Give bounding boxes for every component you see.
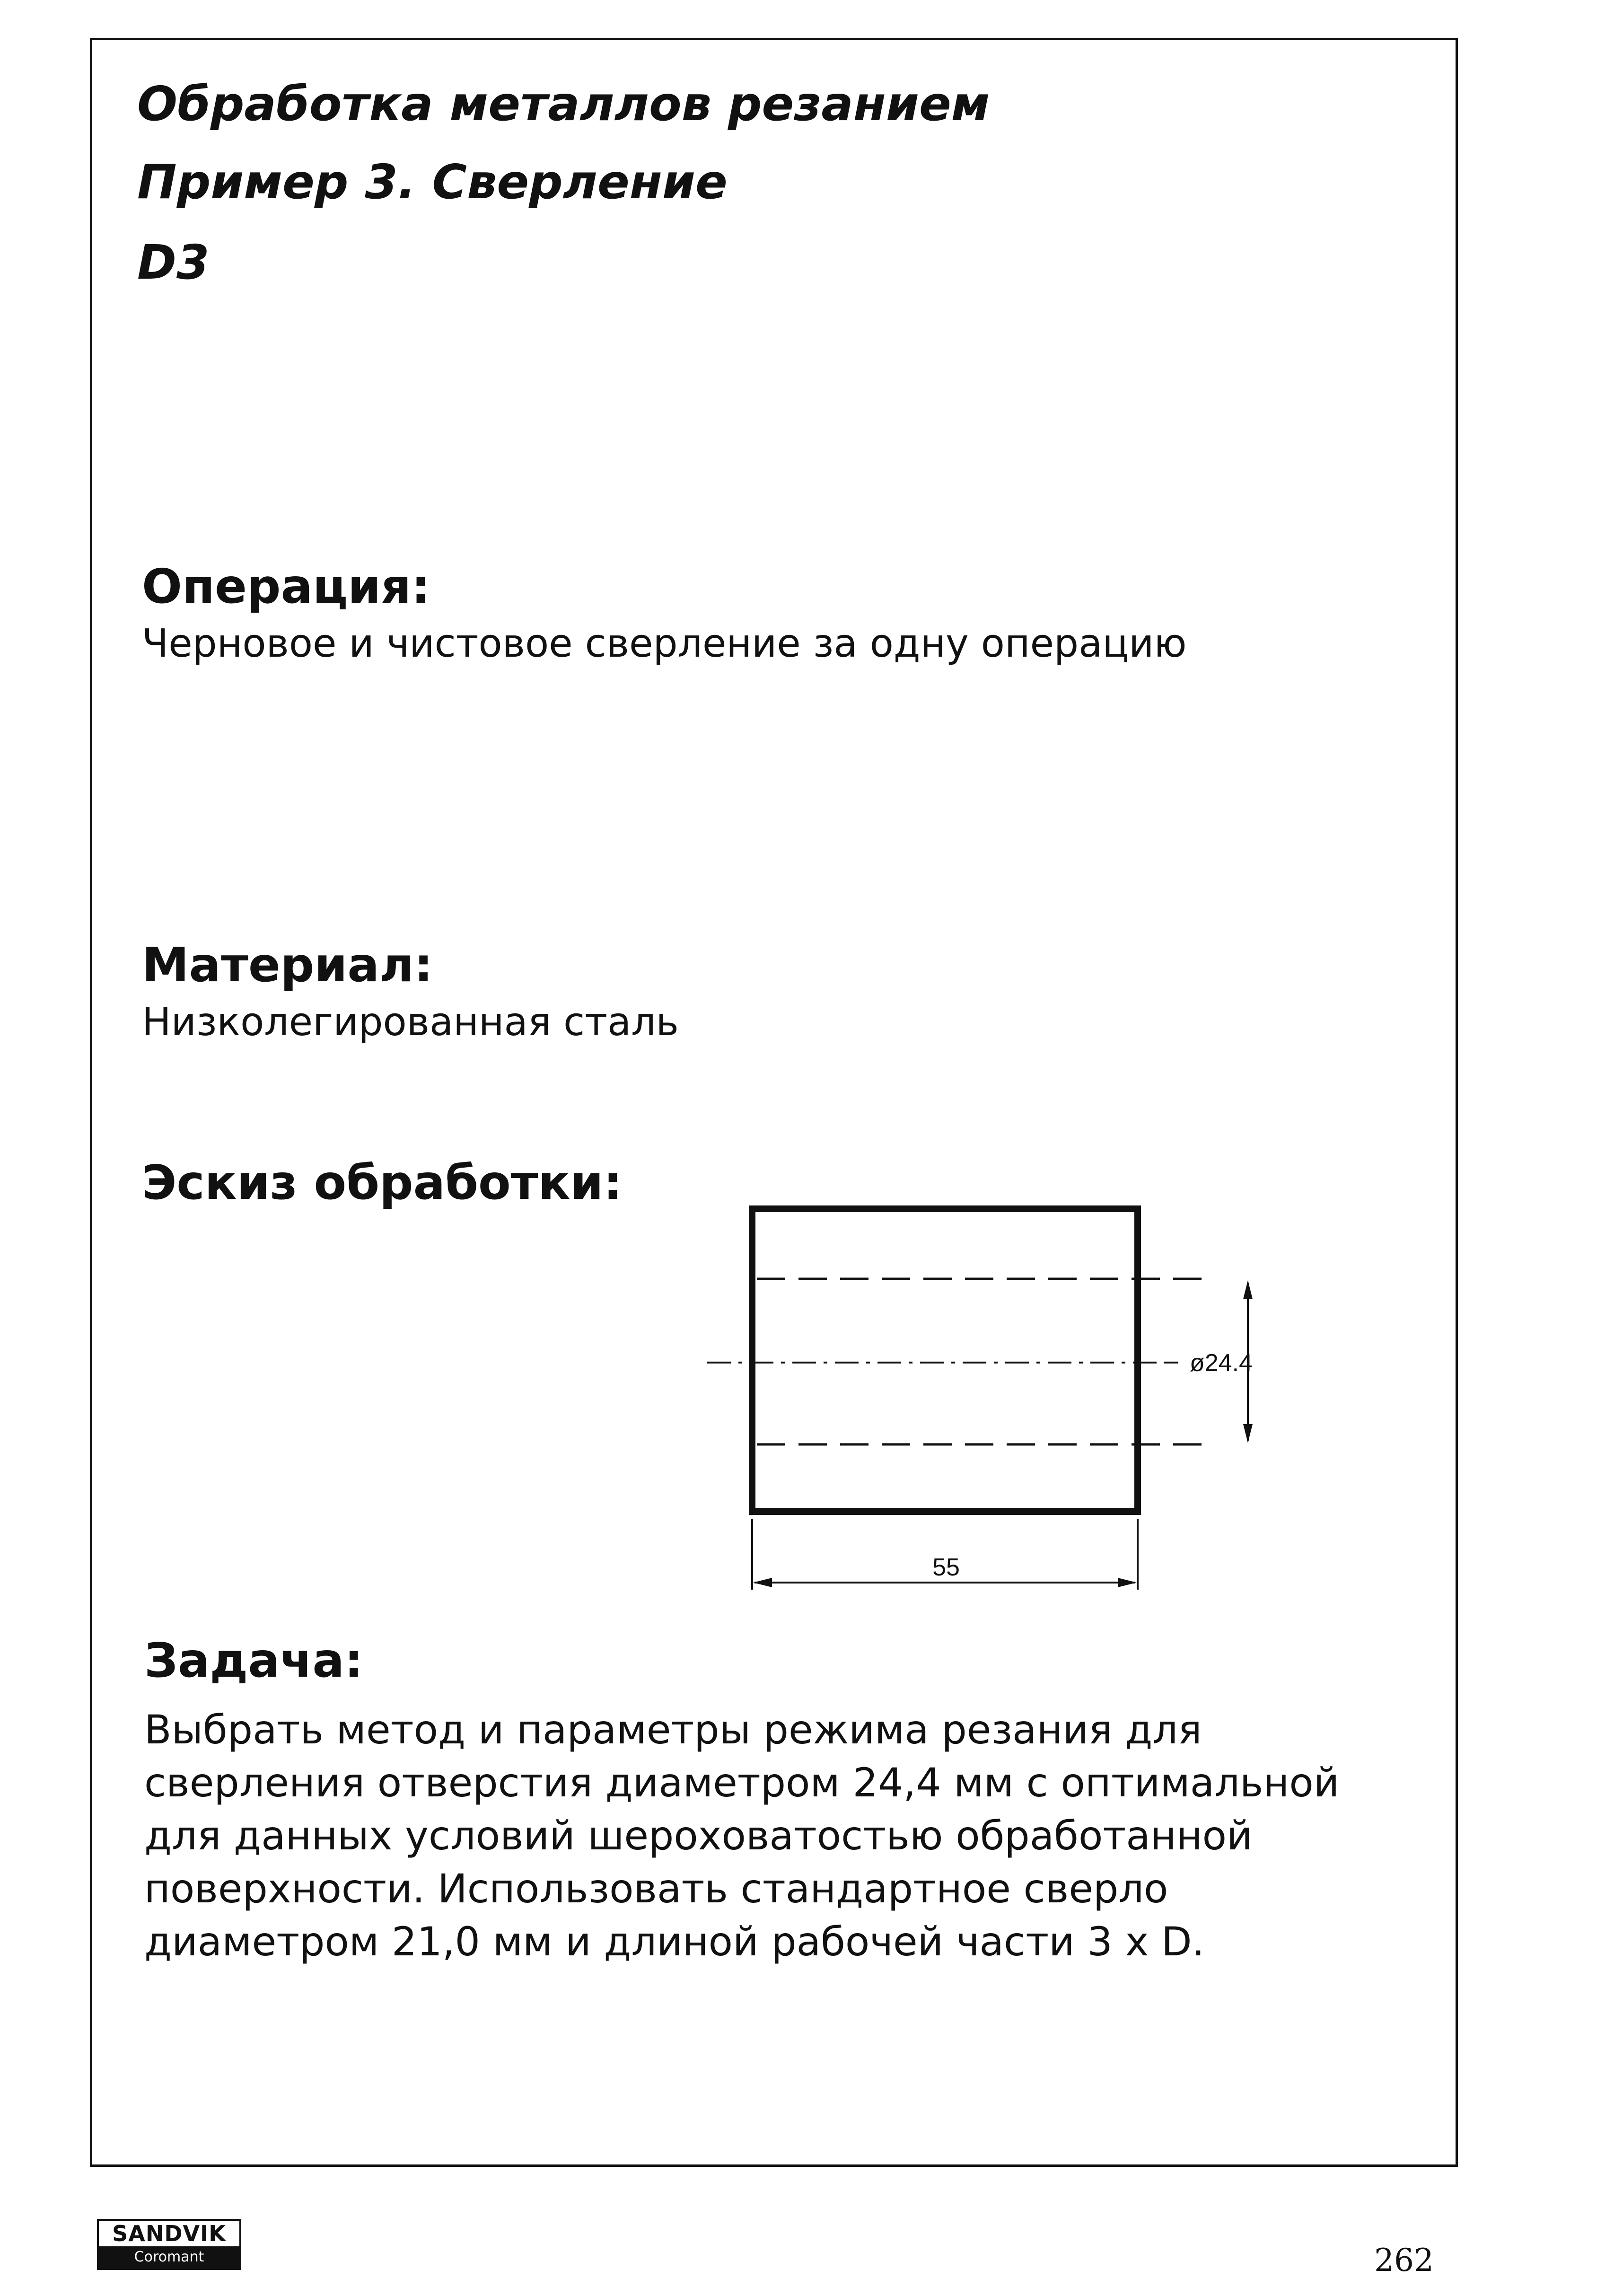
- logo-brand: SANDVIK: [112, 2221, 226, 2246]
- length-arrow-right: [1118, 1578, 1137, 1587]
- diameter-label: ø24.4: [1190, 1349, 1253, 1377]
- logo-subbrand: Coromant: [99, 2246, 239, 2268]
- material-heading: Материал:: [142, 937, 433, 993]
- diameter-arrow-top: [1243, 1280, 1253, 1299]
- length-label: 55: [932, 1554, 960, 1581]
- task-heading: Задача:: [144, 1633, 363, 1688]
- example-code: D3: [137, 235, 210, 290]
- material-text: Низколегированная сталь: [142, 1000, 679, 1045]
- operation-heading: Операция:: [142, 559, 430, 614]
- sketch-heading: Эскиз обработки:: [142, 1155, 623, 1210]
- operation-text: Черновое и чистовое сверление за одну операцию: [142, 621, 1187, 666]
- task-text: Выбрать метод и параметры режима резания для сверления отверстия диаметром 24,4 мм с оптимальной для данных условий шероховатостью обработанной поверхности. Использовать стандартное сверло диаметром 21,0 мм и длиной рабочей части 3 x D.: [144, 1707, 1340, 1965]
- length-arrow-left: [753, 1578, 772, 1587]
- document-title: Обработка металлов резанием: [137, 76, 990, 132]
- workpiece-outline: [752, 1209, 1138, 1512]
- diameter-arrow-bottom: [1243, 1424, 1253, 1443]
- page-number: 262: [1374, 2242, 1434, 2278]
- example-title: Пример 3. Сверление: [137, 154, 728, 210]
- machining-sketch: [691, 1192, 1306, 1618]
- sandvik-coromant-logo: [97, 2219, 241, 2270]
